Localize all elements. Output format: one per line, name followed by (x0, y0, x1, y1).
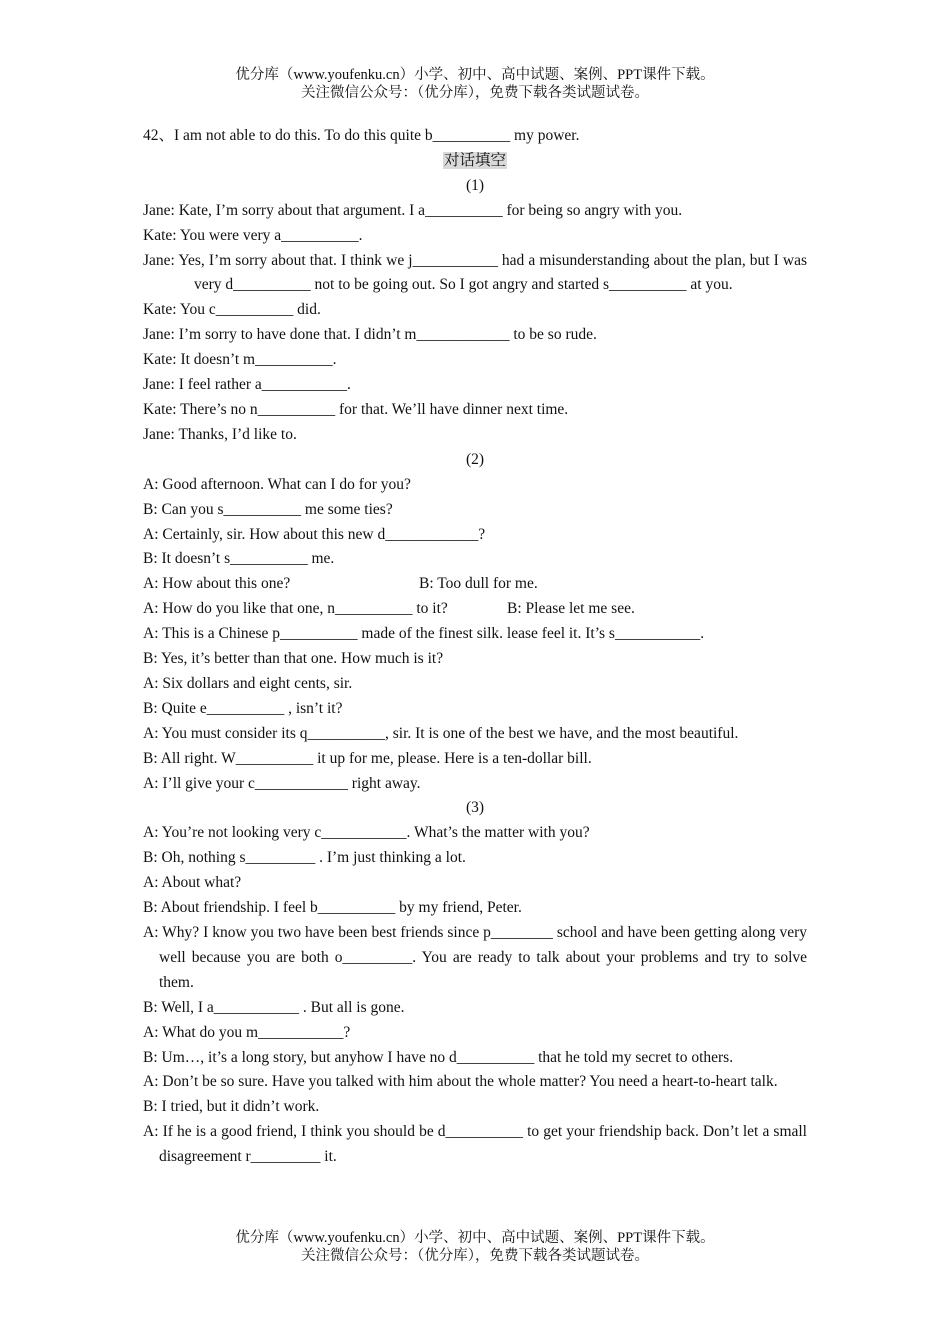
dialogue-2-line: B: All right. W__________ it up for me, please. Here is a ten-dollar bill. (143, 749, 592, 767)
worksheet-content (143, 124, 807, 1170)
dialogue-2-line: A: Certainly, sir. How about this new d____________? (143, 525, 486, 543)
footer-line-1: 优分库（www.youfenku.cn）小学、初中、高中试题、案例、PPT课件下载。 (235, 1230, 715, 1246)
dialogue-3-label: (3) (465, 799, 485, 817)
dialogue-1-line: Kate: It doesn’t m__________. (143, 351, 337, 369)
dialogue-2-line: B: Yes, it’s better than that one. How much is it? (143, 650, 444, 668)
dialogue-3-line: B: About friendship. I feel b__________ by my friend, Peter. (143, 899, 522, 917)
dialogue-2-label: (2) (465, 450, 485, 468)
dialogue-2-line: A: Six dollars and eight cents, sir. (143, 674, 353, 692)
dialogue-3-line: A: What do you m___________? (143, 1023, 351, 1041)
dialogue-1-label: (1) (465, 176, 485, 194)
footer-line-2: 关注微信公众号：（优分库），免费下载各类试题试卷。 (301, 1248, 649, 1264)
dialogue-2-line: A: You must consider its q__________, sir. It is one of the best we have, and the most beautiful. (143, 724, 739, 742)
section-title-text: 对话填空 (443, 151, 506, 169)
dialogue-1-line: Kate: There’s no n__________ for that. We’ll have dinner next time. (143, 400, 569, 418)
dialogue-1-line: Jane: I feel rather a___________. (143, 376, 351, 394)
dialogue-2-line: A: I’ll give your c____________ right away. (143, 774, 421, 792)
dialogue-1-line: Jane: Thanks, I’d like to. (143, 425, 297, 443)
page-header (0, 66, 950, 102)
dialogue-3-line: A: Don’t be so sure. Have you talked with him about the whole matter? You need a heart-to-heart talk. (143, 1073, 778, 1091)
dialogue-3-line: A: About what? (143, 874, 242, 892)
dialogue-2-line: B: It doesn’t s__________ me. (143, 550, 335, 568)
dialogue-3-line: B: I tried, but it didn’t work. (143, 1098, 320, 1116)
dialogue-1-line: Kate: You c__________ did. (143, 301, 321, 319)
dialogue-2-line: B: Quite e__________ , isn’t it? (143, 699, 343, 717)
dialogue-2-speaker-b: B: Please let me see. (507, 600, 635, 618)
dialogue-3-line: A: You’re not looking very c___________. What’s the matter with you? (143, 824, 590, 842)
dialogue-2-line (143, 572, 807, 597)
dialogue-1-line: Jane: Yes, I’m sorry about that. I think we j___________ had a misunderstanding about the plan, but I was very d__________ not to be going out. So I got angry and started s__________ at you. (143, 251, 807, 294)
dialogue-3-line: B: Um…, it’s a long story, but anyhow I have no d__________ that he told my secret to others. (143, 1048, 734, 1066)
dialogue-3-line: B: Well, I a___________ . But all is gone. (143, 998, 405, 1016)
header-line-2: 关注微信公众号：（优分库），免费下载各类试题试卷。 (301, 85, 649, 101)
dialogue-3-line: A: Why? I know you two have been best friends since p________ school and have been getting along very well because you are both o_________. You are ready to talk about your problems and try to solve them. (143, 924, 807, 991)
header-line-1: 优分库（www.youfenku.cn）小学、初中、高中试题、案例、PPT课件下载。 (235, 67, 715, 83)
page-footer (0, 1229, 950, 1265)
dialogue-1-line: Kate: You were very a__________. (143, 226, 363, 244)
dialogue-2-speaker-a: A: How do you like that one, n__________ to it? (143, 600, 448, 618)
section-title (143, 149, 807, 174)
dialogue-3-line: A: If he is a good friend, I think you should be d__________ to get your friendship back. Don’t let a small disagreement r_________ it. (143, 1123, 807, 1166)
dialogue-1-line: Jane: I’m sorry to have done that. I didn’t m____________ to be so rude. (143, 326, 597, 344)
dialogue-2-speaker-a: A: How about this one? (143, 575, 291, 593)
dialogue-2-speaker-b: B: Too dull for me. (419, 575, 538, 593)
dialogue-1-line: Jane: Kate, I’m sorry about that argument. I a__________ for being so angry with you. (143, 201, 683, 219)
question-42: 42、I am not able to do this. To do this quite b__________ my power. (143, 127, 580, 144)
dialogue-2-line: A: This is a Chinese p__________ made of the finest silk. lease feel it. It’s s___________. (143, 625, 705, 643)
dialogue-2-line (143, 597, 807, 622)
dialogue-3-line: B: Oh, nothing s_________ . I’m just thinking a lot. (143, 849, 466, 867)
dialogue-2-line: A: Good afternoon. What can I do for you? (143, 475, 411, 493)
dialogue-2-line: B: Can you s__________ me some ties? (143, 500, 393, 518)
